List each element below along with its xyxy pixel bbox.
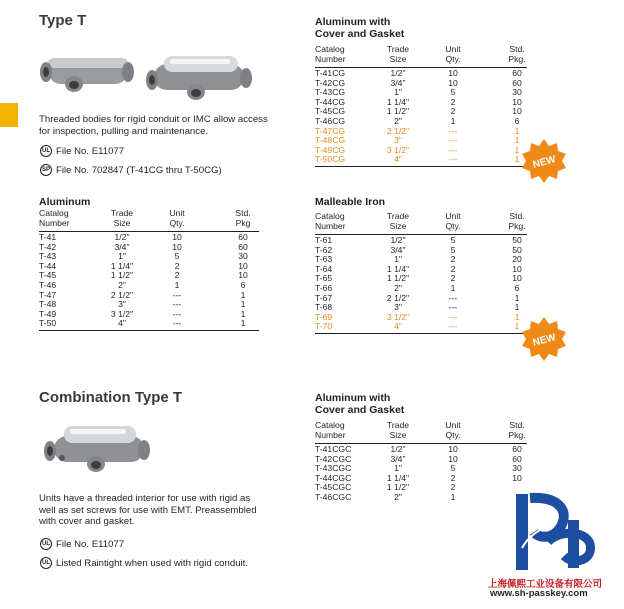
- table-cell: 3": [394, 135, 402, 146]
- column-header: Std. Pkg.: [508, 44, 526, 64]
- table-cell: T-47CG: [315, 125, 346, 136]
- table-row: [39, 281, 259, 291]
- table-cell: 1": [394, 254, 402, 265]
- table-row: [315, 136, 527, 146]
- table-cell: T-65: [315, 273, 333, 284]
- type-t-file-2: [40, 164, 222, 176]
- table-cell: 10: [448, 68, 458, 78]
- column-header: Trade Size: [386, 420, 410, 440]
- table-cell: T-41CG: [315, 68, 346, 78]
- table-cell: 2: [450, 273, 456, 284]
- table-cell: 20: [512, 254, 522, 265]
- table-cell: 1: [514, 321, 520, 332]
- table-cell: 1 1/4": [386, 96, 410, 107]
- table-cell: 1: [450, 491, 456, 502]
- type-t-product-image: [36, 50, 271, 106]
- column-header: Catalog Number: [315, 44, 346, 64]
- table-cell: 5: [450, 244, 456, 255]
- table-cell: 4": [394, 154, 402, 165]
- table-cell: 1: [450, 115, 456, 126]
- table-cell: 1": [394, 87, 402, 98]
- table-cell: ---: [448, 302, 458, 313]
- table-row: [315, 236, 527, 246]
- table-cell: 5: [174, 251, 180, 262]
- aluminum-table: [39, 209, 259, 331]
- table-cell: 1 1/4": [110, 260, 134, 271]
- table-cell: ---: [448, 135, 458, 146]
- table-row: [315, 107, 527, 117]
- table-cell: T-48: [39, 299, 57, 310]
- table-cell: 6: [514, 115, 520, 126]
- column-header: Catalog Number: [39, 208, 70, 228]
- column-header: Unit Qty.: [445, 211, 461, 231]
- table-row: [39, 271, 259, 281]
- table-cell: 60: [512, 77, 522, 88]
- table-cell: 1 1/2": [386, 106, 410, 117]
- type-t-title: Type T: [39, 12, 87, 29]
- column-header: Unit Qty.: [445, 44, 461, 64]
- table-cell: T-46: [39, 279, 57, 290]
- column-header: Std. Pkg.: [508, 211, 526, 231]
- table-cell: T-63: [315, 254, 333, 265]
- company-logo-icon: [508, 490, 608, 574]
- table-row: [39, 291, 259, 301]
- table-cell: 60: [238, 232, 248, 242]
- table-cell: 1: [174, 279, 180, 290]
- table-row: [315, 493, 527, 503]
- table-cell: T-44CG: [315, 96, 346, 107]
- table-cell: ---: [172, 308, 182, 319]
- table-cell: T-46CG: [315, 115, 346, 126]
- table-cell: 3/4": [390, 244, 406, 255]
- table-cell: T-45CGC: [315, 482, 352, 493]
- combo-description: Units have a threaded interior for use with rigid as well as set screws for use with EMT. Preassembled with cover and gasket.: [39, 493, 257, 527]
- table-row: [315, 69, 527, 79]
- column-header: Catalog Number: [315, 420, 346, 440]
- table-cell: ---: [448, 125, 458, 136]
- table-row: [39, 233, 259, 243]
- table-cell: T-42CGC: [315, 453, 352, 464]
- column-header: Unit Qty.: [169, 208, 185, 228]
- table-cell: T-69: [315, 311, 333, 322]
- type-t-file-1: [40, 145, 124, 157]
- table-cell: 1: [240, 308, 246, 319]
- table-cell: T-45: [39, 270, 57, 281]
- table-cell: 30: [512, 87, 522, 98]
- table-cell: T-50: [39, 318, 57, 329]
- combo-file-2: [40, 557, 248, 569]
- table-cell: T-41CGC: [315, 444, 352, 454]
- table-row: [315, 155, 527, 165]
- table-cell: 1/2": [390, 235, 406, 245]
- table-cell: 2 1/2": [386, 125, 410, 136]
- alu-cover-title: [315, 16, 404, 40]
- malleable-table: [315, 212, 527, 334]
- table-cell: 3/4": [390, 77, 406, 88]
- column-header: Catalog Number: [315, 211, 346, 231]
- table-row: [315, 98, 527, 108]
- table-cell: ---: [448, 292, 458, 303]
- table-cell: 2: [450, 263, 456, 274]
- malleable-title: Malleable Iron: [315, 196, 386, 208]
- ul-listed-icon: UL: [40, 557, 52, 569]
- table-cell: 5: [450, 87, 456, 98]
- table-cell: 1 1/4": [386, 263, 410, 274]
- table-cell: 10: [448, 453, 458, 464]
- table-row: [315, 146, 527, 156]
- table-cell: 1: [514, 302, 520, 313]
- column-header: Std. Pkg: [235, 208, 251, 228]
- table-cell: 3/4": [114, 241, 130, 252]
- table-cell: T-43CGC: [315, 463, 352, 474]
- table-row: [315, 265, 527, 275]
- table-cell: 1 1/2": [386, 482, 410, 493]
- table-row: [39, 319, 259, 329]
- table-cell: T-68: [315, 302, 333, 313]
- table-cell: 10: [512, 96, 522, 107]
- table-cell: T-70: [315, 321, 333, 332]
- table-row: [315, 284, 527, 294]
- table-row: [39, 243, 259, 253]
- table-row: [315, 255, 527, 265]
- table-cell: 2: [450, 96, 456, 107]
- table-cell: 3 1/2": [386, 311, 410, 322]
- combo-product-image: [40, 418, 160, 476]
- company-url[interactable]: www.sh-passkey.com: [490, 588, 588, 599]
- table-cell: 1/2": [390, 444, 406, 454]
- table-cell: 1: [514, 125, 520, 136]
- table-cell: 10: [512, 273, 522, 284]
- table-cell: 4": [118, 318, 126, 329]
- table-cell: 1 1/2": [110, 270, 134, 281]
- table-cell: T-61: [315, 235, 333, 245]
- section-tab-marker: [0, 103, 18, 127]
- table-cell: 1: [514, 144, 520, 155]
- table-cell: T-48CG: [315, 135, 346, 146]
- table-cell: 50: [512, 244, 522, 255]
- table-cell: 10: [512, 472, 522, 483]
- table-header: [315, 45, 527, 68]
- table-cell: 1: [240, 299, 246, 310]
- svg-text:NEW: NEW: [531, 332, 558, 349]
- table-cell: 4": [394, 321, 402, 332]
- table-cell: T-42CG: [315, 77, 346, 88]
- table-cell: 3": [394, 302, 402, 313]
- table-row: [39, 310, 259, 320]
- table-cell: T-43CG: [315, 87, 346, 98]
- table-row: [315, 88, 527, 98]
- table-cell: 1: [514, 311, 520, 322]
- table-cell: 1 1/2": [386, 273, 410, 284]
- table-cell: 2": [394, 282, 402, 293]
- table-cell: 1/2": [114, 232, 130, 242]
- table-cell: 10: [238, 270, 248, 281]
- column-header: Std. Pkg.: [508, 420, 526, 440]
- table-cell: 2": [118, 279, 126, 290]
- file-number: File No. E11077: [56, 145, 125, 157]
- table-cell: 60: [238, 241, 248, 252]
- table-cell: 5: [450, 463, 456, 474]
- table-cell: 60: [512, 453, 522, 464]
- alu-cover-title-line1: Aluminum with: [315, 16, 391, 28]
- table-cell: T-41: [39, 232, 57, 242]
- file-number: File No. E11077: [56, 538, 125, 550]
- table-cell: ---: [172, 299, 182, 310]
- aluminum-title: Aluminum: [39, 196, 91, 208]
- combo-table: [315, 421, 527, 503]
- table-cell: 3": [118, 299, 126, 310]
- table-cell: 1: [450, 282, 456, 293]
- type-t-description: Threaded bodies for rigid conduit or IMC allow access for inspection, pulling and maintenance.: [39, 114, 268, 137]
- table-cell: 2": [394, 115, 402, 126]
- table-cell: 10: [512, 263, 522, 274]
- table-row: [315, 117, 527, 127]
- table-row: [39, 252, 259, 262]
- table-cell: 2: [450, 254, 456, 265]
- table-cell: 60: [512, 444, 522, 454]
- table-bottom-rule: [315, 166, 527, 167]
- table-row: [315, 79, 527, 89]
- file-number: File No. 702847 (T-41CG thru T-50CG): [56, 164, 222, 176]
- table-cell: 1/2": [390, 68, 406, 78]
- company-name: 上海佩熙工业设备有限公司: [488, 579, 603, 590]
- table-cell: T-49: [39, 308, 57, 319]
- table-row: [315, 274, 527, 284]
- table-cell: ---: [448, 311, 458, 322]
- table-cell: 2: [174, 260, 180, 271]
- table-cell: 1": [118, 251, 126, 262]
- table-cell: 2: [450, 106, 456, 117]
- table-cell: ---: [448, 144, 458, 155]
- table-row: [39, 262, 259, 272]
- table-cell: T-49CG: [315, 144, 346, 155]
- alu-cover-title-line2: Cover and Gasket: [315, 28, 405, 40]
- table-row: [315, 294, 527, 304]
- combo-file-1: [40, 538, 124, 550]
- combo-title: Combination Type T: [39, 389, 183, 406]
- table-cell: 30: [238, 251, 248, 262]
- table-cell: 1 1/4": [386, 472, 410, 483]
- combo-table-title: [315, 392, 404, 416]
- column-header: Trade Size: [110, 208, 134, 228]
- table-cell: 1": [394, 463, 402, 474]
- table-cell: 2: [174, 270, 180, 281]
- table-cell: 1: [514, 154, 520, 165]
- table-cell: 10: [512, 106, 522, 117]
- column-header: Trade Size: [386, 211, 410, 231]
- table-cell: 3 1/2": [386, 144, 410, 155]
- table-cell: 3/4": [390, 453, 406, 464]
- ul-listed-icon: UL: [40, 538, 52, 550]
- table-cell: 3 1/2": [110, 308, 134, 319]
- table-cell: T-44CGC: [315, 472, 352, 483]
- column-header: Trade Size: [386, 44, 410, 64]
- table-cell: T-47: [39, 289, 57, 300]
- new-badge: [521, 138, 567, 184]
- column-header: Unit Qty.: [445, 420, 461, 440]
- table-cell: 2 1/2": [110, 289, 134, 300]
- table-cell: 10: [448, 444, 458, 454]
- svg-text:NEW: NEW: [531, 154, 558, 171]
- table-cell: ---: [172, 318, 182, 329]
- table-cell: 60: [512, 68, 522, 78]
- table-cell: ---: [448, 321, 458, 332]
- table-cell: ---: [448, 154, 458, 165]
- table-bottom-rule: [39, 330, 259, 331]
- table-cell: T-44: [39, 260, 57, 271]
- combo-table-title-line2: Cover and Gasket: [315, 404, 405, 416]
- table-row: [39, 300, 259, 310]
- table-cell: T-67: [315, 292, 333, 303]
- table-cell: 30: [512, 463, 522, 474]
- table-cell: T-43: [39, 251, 57, 262]
- table-cell: 6: [514, 282, 520, 293]
- table-cell: 10: [448, 77, 458, 88]
- alu-cover-table: [315, 45, 527, 167]
- table-header: [315, 212, 527, 235]
- table-cell: 10: [172, 232, 182, 242]
- csa-listed-icon: SP: [40, 164, 52, 176]
- table-cell: T-50CG: [315, 154, 346, 165]
- table-cell: T-62: [315, 244, 333, 255]
- table-cell: T-66: [315, 282, 333, 293]
- table-row: [315, 246, 527, 256]
- table-cell: 1: [240, 289, 246, 300]
- table-cell: 5: [450, 235, 456, 245]
- table-cell: T-45CG: [315, 106, 346, 117]
- ul-listed-icon: UL: [40, 145, 52, 157]
- table-header: [39, 209, 259, 232]
- table-cell: T-64: [315, 263, 333, 274]
- table-cell: 2": [394, 491, 402, 502]
- table-cell: 2 1/2": [386, 292, 410, 303]
- table-cell: 2: [450, 482, 456, 493]
- table-cell: 1: [514, 135, 520, 146]
- table-row: [315, 313, 527, 323]
- combo-table-title-line1: Aluminum with: [315, 392, 391, 404]
- table-cell: 10: [238, 260, 248, 271]
- new-badge: [521, 316, 567, 362]
- table-row: [315, 303, 527, 313]
- table-cell: 2: [450, 472, 456, 483]
- table-bottom-rule: [315, 333, 527, 334]
- table-cell: 6: [240, 279, 246, 290]
- table-row: [315, 322, 527, 332]
- table-cell: ---: [172, 289, 182, 300]
- table-cell: T-46CGC: [315, 491, 352, 502]
- table-cell: 1: [240, 318, 246, 329]
- table-header: [315, 421, 527, 444]
- raintight-note: Listed Raintight when used with rigid conduit.: [56, 557, 248, 569]
- table-row: [315, 127, 527, 137]
- table-cell: 50: [512, 235, 522, 245]
- table-cell: 1: [514, 292, 520, 303]
- table-cell: 10: [172, 241, 182, 252]
- table-cell: T-42: [39, 241, 57, 252]
